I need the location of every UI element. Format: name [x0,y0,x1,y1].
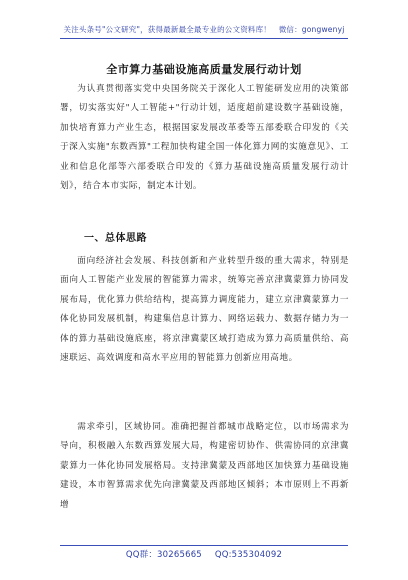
section-heading-overall-approach: 一、总体思路 [84,233,147,244]
footer-divider [60,545,348,546]
qq-number-text: QQ:535304092 [214,550,283,560]
body-paragraph: 面向经济社会发展、科技创新和产业转型升级的重大需求，特别是面向人工智能产业发展的智能算力需求，统筹完善京津冀蒙算力协同发展布局，优化算力供给结构，提高算力调度能力，建立京津冀蒙算力一体化协同发展机制，构建集信息计算力、网络运载力、数据存储力为一体的算力基础设施底座，将京津冀蒙区域打造成为算力高质量供给、高速联运、高效调度和高水平应用的智能算力创新应用高地。 [60,256,349,364]
header-divider [60,38,348,39]
body-paragraph: 需求牵引，区域协同。准确把握首都城市战略定位，以市场需求为导向，积极融入东数西算发展大局，构建密切协作、供需协同的京津冀蒙算力一体化协同发展格局。支持津冀蒙及西部地区加快算力基础设施建设，本市智算需求优先向津冀蒙及西部地区倾斜；本市原则上不再新增 [60,422,349,510]
intro-paragraph: 为认真贯彻落实党中央国务院关于深化人工智能研发应用的决策部署，切实落实好"人工智能+"行动计划，适度超前建设数字基础设施，加快培育算力产业生态，根据国家发展改革委等五部委联合印发的《关于深入实施"东数西算"工程加快构建全国一体化算力网的实施意见》、工业和信息化部等六部委联合印发的《算力基础设施高质量发展行动计划》，结合本市实际，制定本计划。 [60,84,349,192]
footer-contact [0,548,408,560]
document-title: 全市算力基础设施高质量发展行动计划 [106,63,302,76]
qq-group-text: QQ群：30265665 [125,550,202,560]
promo-banner: 关注头条号"公文研究"，获得最新最全最专业的公文资料库！ 微信：gongwenyj [63,25,345,34]
